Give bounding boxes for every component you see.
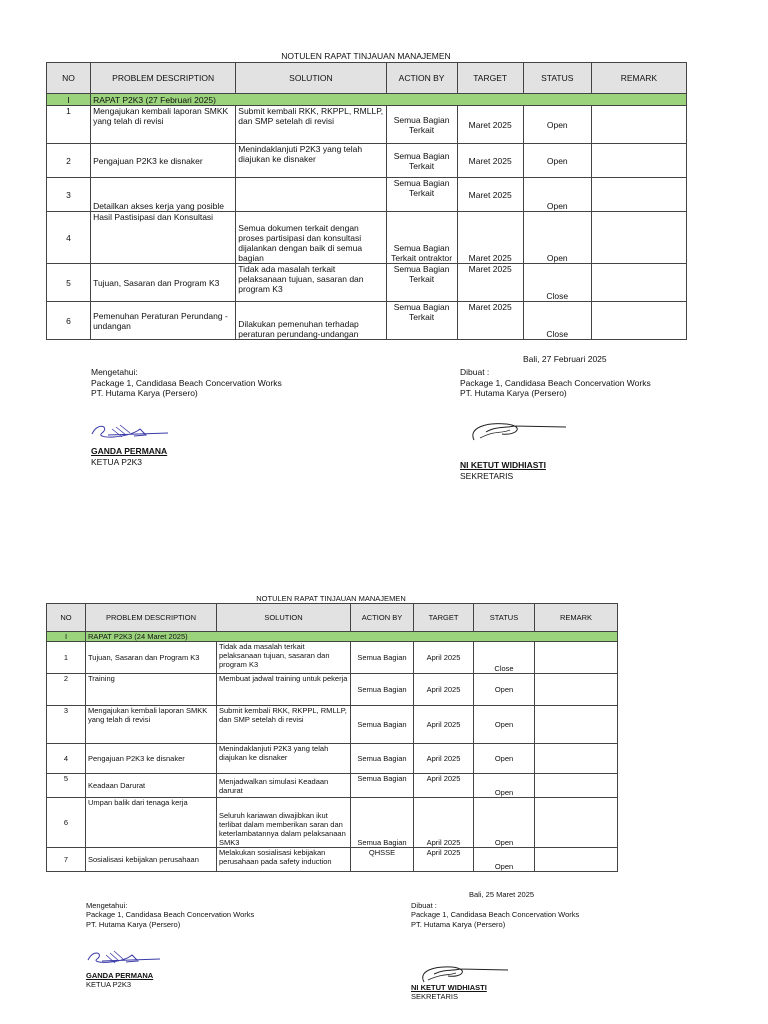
table-row — [47, 774, 618, 798]
signature-company: PT. Hutama Karya (Persero) — [460, 388, 567, 399]
signature-company: PT. Hutama Karya (Persero) — [91, 388, 198, 399]
row-action: Semua Bagian — [351, 706, 414, 744]
table-row — [47, 848, 618, 872]
section-label: RAPAT P2K3 (24 Maret 2025) — [86, 632, 618, 642]
row-status: Open — [523, 212, 591, 264]
row-status: Open — [474, 798, 535, 848]
row-action: QHSSE — [351, 848, 414, 872]
row-solution — [236, 178, 386, 212]
row-target: Maret 2025 — [457, 264, 523, 302]
doc2-header-row — [47, 604, 618, 632]
row-solution: Submit kembali RKK, RKPPL, RMLLP, dan SMP setelah di revisi — [217, 706, 351, 744]
row-solution: Semua dokumen terkait dengan proses partisipasi dan konsultasi dijalankan dengan baik di semua bagian — [236, 212, 386, 264]
row-solution: Membuat jadwal training untuk pekerja — [217, 674, 351, 706]
row-target: April 2025 — [414, 744, 474, 774]
signer-name: NI KETUT WIDHIASTI — [411, 983, 487, 992]
row-problem: Pengajuan P2K3 ke disnaker — [86, 744, 217, 774]
row-remark — [591, 212, 686, 264]
row-problem: Mengajukan kembali laporan SMKK yang telah di revisi — [91, 106, 236, 144]
table-row — [47, 106, 687, 144]
row-remark — [535, 744, 618, 774]
row-problem: Keadaan Darurat — [86, 774, 217, 798]
row-no: 1 — [47, 642, 86, 674]
col-target-header: TARGET — [414, 604, 474, 632]
signature-project: Package 1, Candidasa Beach Concervation Works — [460, 377, 651, 388]
row-problem: Sosialisasi kebijakan perusahaan — [86, 848, 217, 872]
doc1-left-signer — [91, 446, 167, 467]
row-solution: Menjadwalkan simulasi Keadaan darurat — [217, 774, 351, 798]
row-remark — [535, 674, 618, 706]
row-solution: Tidak ada masalah terkait pelaksanaan tujuan, sasaran dan program K3 — [217, 642, 351, 674]
table-row — [47, 302, 687, 340]
signer-role: KETUA P2K3 — [86, 980, 132, 990]
row-action: Semua Bagian — [351, 674, 414, 706]
table-row — [47, 798, 618, 848]
signer-role: SEKRETARIS — [460, 470, 514, 481]
signature-project: Package 1, Candidasa Beach Concervation Works — [91, 377, 282, 388]
row-target: April 2025 — [414, 774, 474, 798]
table-row — [47, 706, 618, 744]
doc2-right-signer — [411, 983, 487, 1002]
row-no: 5 — [47, 264, 91, 302]
col-solution-header: SOLUTION — [217, 604, 351, 632]
section-no: I — [47, 94, 91, 106]
signature-company: PT. Hutama Karya (Persero) — [411, 919, 506, 929]
doc1-right-signer — [460, 460, 546, 481]
row-action: Semua Bagian Terkait — [386, 302, 457, 340]
doc1-table — [46, 62, 687, 340]
signer-name: GANDA PERMANA — [86, 971, 154, 980]
row-action: Semua Bagian Terkait — [386, 264, 457, 302]
doc2-section-row — [47, 632, 618, 642]
row-status: Open — [523, 178, 591, 212]
section-no: I — [47, 632, 86, 642]
signer-name: NI KETUT WIDHIASTI — [460, 460, 546, 470]
row-problem: Mengajukan kembali laporan SMKK yang telah di revisi — [86, 706, 217, 744]
signature-project: Package 1, Candidasa Beach Concervation Works — [411, 910, 580, 920]
row-problem: Hasil Pastisipasi dan Konsultasi — [91, 212, 236, 264]
doc2-table — [46, 603, 618, 872]
row-status: Open — [474, 674, 535, 706]
row-remark — [535, 798, 618, 848]
row-action: Semua Bagian Terkait — [386, 144, 457, 178]
row-target: Maret 2025 — [457, 302, 523, 340]
row-action: Semua Bagian Terkait — [386, 106, 457, 144]
row-remark — [591, 302, 686, 340]
row-remark — [535, 848, 618, 872]
row-no: 4 — [47, 212, 91, 264]
signer-role: SEKRETARIS — [411, 992, 458, 1002]
signature-caption: Dibuat : — [411, 901, 437, 910]
row-remark — [535, 706, 618, 744]
row-remark — [535, 774, 618, 798]
row-problem: Detailkan akses kerja yang posible — [91, 178, 236, 212]
doc1-place-date: Bali, 27 Februari 2025 — [523, 354, 607, 364]
col-action-header: ACTION BY — [386, 63, 457, 94]
col-remark-header: REMARK — [591, 63, 686, 94]
col-status-header: STATUS — [523, 63, 591, 94]
row-no: 6 — [47, 302, 91, 340]
row-target: Maret 2025 — [457, 212, 523, 264]
doc1-header-row — [47, 63, 687, 94]
row-status: Open — [523, 106, 591, 144]
signature-caption: Mengetahui: — [86, 901, 128, 910]
signature-project: Package 1, Candidasa Beach Concervation Works — [86, 910, 255, 920]
row-remark — [591, 144, 686, 178]
row-target: April 2025 — [414, 674, 474, 706]
row-problem: Pengajuan P2K3 ke disnaker — [91, 144, 236, 178]
row-problem: Training — [86, 674, 217, 706]
row-action: Semua Bagian — [351, 798, 414, 848]
signature-company: PT. Hutama Karya (Persero) — [86, 919, 181, 929]
row-problem: Umpan balik dari tenaga kerja — [86, 798, 217, 848]
row-status: Open — [474, 706, 535, 744]
row-action: Semua Bagian Terkait ontraktor — [386, 212, 457, 264]
signer-role: KETUA P2K3 — [91, 456, 143, 467]
doc1-right-signature-block — [460, 367, 651, 399]
row-status: Close — [523, 264, 591, 302]
row-target: April 2025 — [414, 706, 474, 744]
doc2-left-signature-block — [86, 901, 254, 929]
col-target-header: TARGET — [457, 63, 523, 94]
row-status: Open — [474, 848, 535, 872]
doc2-right-signature-block — [411, 901, 579, 929]
table-row — [47, 144, 687, 178]
col-problem-header: PROBLEM DESCRIPTION — [86, 604, 217, 632]
row-target: Maret 2025 — [457, 178, 523, 212]
signature-mark — [466, 418, 576, 448]
row-remark — [591, 264, 686, 302]
row-no: 1 — [47, 106, 91, 144]
row-target: April 2025 — [414, 848, 474, 872]
row-status: Open — [523, 144, 591, 178]
signature-caption: Dibuat : — [460, 367, 490, 377]
doc1-left-signature-block — [91, 367, 282, 399]
row-no: 6 — [47, 798, 86, 848]
col-solution-header: SOLUTION — [236, 63, 386, 94]
row-no: 4 — [47, 744, 86, 774]
doc2-title: NOTULEN RAPAT TINJAUAN MANAJEMEN — [256, 594, 406, 603]
row-target: Maret 2025 — [457, 106, 523, 144]
row-status: Open — [474, 744, 535, 774]
row-problem: Tujuan, Sasaran dan Program K3 — [91, 264, 236, 302]
table-row — [47, 178, 687, 212]
table-row — [47, 212, 687, 264]
doc1-section-row — [47, 94, 687, 106]
row-action: Semua Bagian — [351, 744, 414, 774]
doc2-place-date: Bali, 25 Maret 2025 — [469, 890, 535, 899]
row-problem: Tujuan, Sasaran dan Program K3 — [86, 642, 217, 674]
col-action-header: ACTION BY — [351, 604, 414, 632]
row-remark — [591, 178, 686, 212]
row-target: April 2025 — [414, 798, 474, 848]
row-no: 3 — [47, 178, 91, 212]
row-remark — [591, 106, 686, 144]
table-row — [47, 674, 618, 706]
row-status: Close — [523, 302, 591, 340]
table-row — [47, 744, 618, 774]
col-remark-header: REMARK — [535, 604, 618, 632]
doc2-left-signer — [86, 971, 153, 990]
row-action: Semua Bagian — [351, 774, 414, 798]
row-solution: Melakukan sosialisasi kebijakan perusahaan pada safety induction — [217, 848, 351, 872]
row-solution: Menindaklanjuti P2K3 yang telah diajukan ke disnaker — [236, 144, 386, 178]
row-target: April 2025 — [414, 642, 474, 674]
section-label: RAPAT P2K3 (27 Februari 2025) — [91, 94, 687, 106]
doc1-title: NOTULEN RAPAT TINJAUAN MANAJEMEN — [281, 51, 451, 61]
signer-name: GANDA PERMANA — [91, 446, 168, 456]
table-row — [47, 642, 618, 674]
row-action: Semua Bagian — [351, 642, 414, 674]
row-status: Close — [474, 642, 535, 674]
row-solution: Tidak ada masalah terkait pelaksanaan tujuan, sasaran dan program K3 — [236, 264, 386, 302]
row-solution: Submit kembali RKK, RKPPL, RMLLP, dan SMP setelah di revisi — [236, 106, 386, 144]
table-row — [47, 264, 687, 302]
row-action: Semua Bagian Terkait — [386, 178, 457, 212]
row-no: 2 — [47, 674, 86, 706]
row-no: 7 — [47, 848, 86, 872]
row-problem: Pemenuhan Peraturan Perundang -undangan — [91, 302, 236, 340]
signature-caption: Mengetahui: — [91, 367, 138, 377]
row-no: 2 — [47, 144, 91, 178]
col-status-header: STATUS — [474, 604, 535, 632]
row-status: Open — [474, 774, 535, 798]
row-no: 5 — [47, 774, 86, 798]
signature-mark — [88, 419, 178, 445]
signature-mark — [84, 946, 168, 970]
col-no-header: NO — [47, 604, 86, 632]
row-solution: Menindaklanjuti P2K3 yang telah diajukan ke disnaker — [217, 744, 351, 774]
row-solution: Seluruh kariawan diwajibkan ikut terlibat dalam memberikan saran dan keterlambatannya dalam pelaksanaan SMK3 — [217, 798, 351, 848]
row-target: Maret 2025 — [457, 144, 523, 178]
row-solution: Dilakukan pemenuhan terhadap peraturan perundang-undangan — [236, 302, 386, 340]
row-no: 3 — [47, 706, 86, 744]
col-problem-header: PROBLEM DESCRIPTION — [91, 63, 236, 94]
row-remark — [535, 642, 618, 674]
col-no-header: NO — [47, 63, 91, 94]
